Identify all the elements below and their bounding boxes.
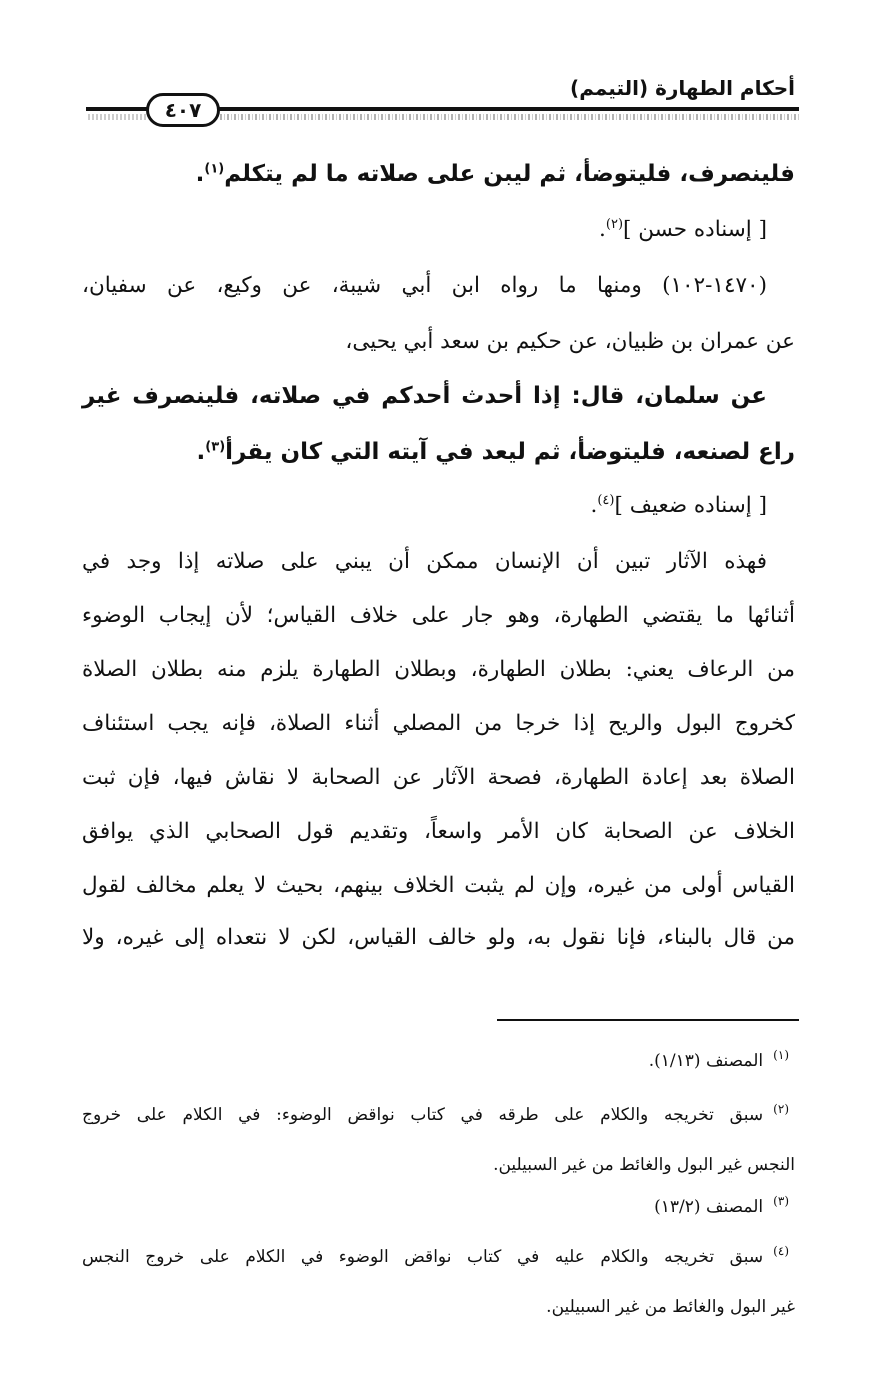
footnote-separator [497, 1019, 799, 1021]
footnote-1: $^{(١)}$المصنف (١/١٣). [648, 1048, 789, 1071]
footnote-3: $^{(٣)}$المصنف (١٣/٢) [654, 1194, 789, 1217]
text-line-12: الصلاة بعد إعادة الطهارة، فصحة الآثار عن الصحابة لا نقاش فيها، فإن ثبت [82, 765, 795, 790]
text-line-4: عن عمران بن ظبيان، عن حكيم بن سعد أبي يحيى، [345, 329, 795, 354]
footnote-4-cont: غير البول والغائط من غير السبيلين. [546, 1297, 795, 1317]
footnote-4: $^{(٤)}$سبق تخريجه والكلام عليه في كتاب نواقض الوضوء في الكلام على خروج النجس [82, 1244, 789, 1267]
text-line-2: [ إسناده حسن ]$^{(٢)}$. [599, 216, 767, 242]
text-line-9: أثنائها ما يقتضي الطهارة، وهو جار على خلاف القياس؛ لأن إيجاب الوضوء [82, 603, 795, 628]
text-line-14: القياس أولى من غيره، وإن لم يثبت الخلاف بينهم، بحيث لا يعلم مخالف لقول [82, 873, 795, 898]
text-line-6: راع لصنعه، فليتوضأ، ثم ليعد في آيته التي كان يقرأ$^{(٣)}$. [196, 439, 795, 465]
header-ornament-left [88, 114, 146, 120]
footnote-2: $^{(٢)}$سبق تخريجه والكلام على طرقه في كتاب نواقض الوضوء: في الكلام على خروج [82, 1102, 789, 1125]
text-line-13: الخلاف عن الصحابة كان الأمر واسعاً، وتقديم قول الصحابي الذي يوافق [82, 819, 795, 844]
header-ornament [220, 114, 799, 120]
text-line-1: فلينصرف، فليتوضأ، ثم ليبن على صلاته ما لم يتكلم$^{(١)}$. [195, 161, 795, 187]
text-line-11: كخروج البول والريح إذا خرجا من المصلي أثناء الصلاة، فإنه يجب استئناف [82, 711, 795, 736]
page-number: ٤٠٧ [146, 93, 220, 127]
text-line-5: عن سلمان، قال: إذا أحدث أحدكم في صلاته، فلينصرف غير [82, 383, 767, 409]
running-title: أحكام الطهارة (التيمم) [570, 76, 795, 100]
footnote-ref-3[interactable]: (٣) [205, 439, 226, 455]
text-line-7: [ إسناده ضعيف ]$^{(٤)}$. [590, 492, 767, 518]
footnote-ref-1[interactable]: (١) [204, 161, 225, 177]
footnote-ref-2[interactable]: (٢) [605, 216, 624, 232]
text-line-3: (١٤٧٠-١٠٢) ومنها ما رواه ابن أبي شيبة، عن وكيع، عن سفيان، [82, 273, 767, 298]
footnote-2-cont: النجس غير البول والغائط من غير السبيلين. [493, 1155, 795, 1175]
text-line-8: فهذه الآثار تبين أن الإنسان ممكن أن يبني على صلاته إذا وجد في [82, 549, 767, 574]
footnote-ref-4[interactable]: (٤) [597, 492, 615, 508]
text-line-15: من قال بالبناء، فإنا نقول به، ولو خالف القياس، لكن لا نتعداه إلى غيره، ولا [82, 925, 795, 950]
text-line-10: من الرعاف يعني: بطلان الطهارة، وبطلان الطهارة يلزم منه بطلان الصلاة [82, 657, 795, 682]
